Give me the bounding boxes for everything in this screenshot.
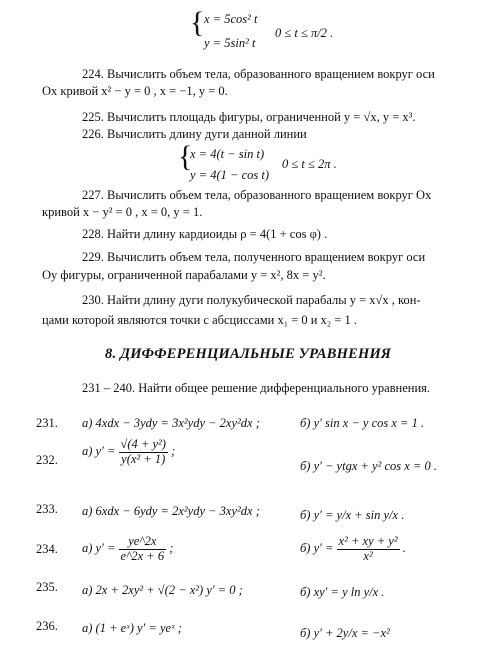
prev-system-eq1: x = 5cos² t xyxy=(204,12,258,26)
fraction-denominator: y(x² + 1) xyxy=(121,451,166,466)
fraction xyxy=(119,535,167,564)
fraction-numerator: ye^2x xyxy=(119,535,167,550)
problem-224-line2: Ox кривой x² − y = 0 , x = −1, y = 0. xyxy=(42,84,228,98)
problem-227-line2: кривой x − y² = 0 , x = 0, y = 1. xyxy=(42,205,203,219)
problem-226: 226. Вычислить длину дуги данной линии xyxy=(82,127,307,141)
prev-system-eq2: y = 5sin² t xyxy=(204,36,256,50)
section-instruction: 231 – 240. Найти общее решение дифференциального уравнения. xyxy=(82,381,431,395)
fraction-denominator: e^2x + 6 xyxy=(120,548,165,563)
exercise-number: 234. xyxy=(36,542,58,556)
problem-226-brace: { xyxy=(178,140,193,173)
exercise-number: 233. xyxy=(36,502,58,516)
exercise-part-b: б) y′ = y/x + sin y/x . xyxy=(300,508,405,522)
problem-226-range: 0 ≤ t ≤ 2π . xyxy=(282,157,337,171)
problem-230-line2: цами которой являются точки с абсциссами x₁ = 0 и x₂ = 1 . xyxy=(42,313,357,327)
exercise-part-a: а) (1 + eˣ) y′ = yeˣ ; xyxy=(82,621,182,635)
problem-229-line1: 229. Вычислить объем тела, полученного вращением вокруг оси xyxy=(82,250,426,264)
fraction xyxy=(119,438,168,467)
exercise-number: 235. xyxy=(36,580,58,594)
fraction-tail: . xyxy=(402,541,406,556)
exercise-part-b: б) xy′ = y ln y/x . xyxy=(300,585,385,599)
exercise-part-a: а) 4xdx − 3ydy = 3x²ydy − 2xy²dx ; xyxy=(82,416,260,430)
prev-system-range: 0 ≤ t ≤ π/2 . xyxy=(275,26,334,40)
problem-228: 228. Найти длину кардиоиды ρ = 4(1 + cos φ) . xyxy=(82,227,328,241)
problem-229-line2: Oy фигуры, ограниченной парабалами y = x², 8x = y². xyxy=(42,268,326,282)
fraction-numerator: √(4 + y²) xyxy=(120,437,166,451)
fraction-denominator: x² xyxy=(363,548,373,563)
exercise-part-b: б) y′ + 2y/x = −x² xyxy=(300,626,390,640)
exercise-number: 232. xyxy=(36,453,58,467)
exercise-part-b-lhs: б) y′ = xyxy=(300,541,334,556)
exercise-part-b: б) y′ sin x − y cos x = 1 . xyxy=(300,416,425,430)
fraction xyxy=(337,535,400,564)
fraction-numerator: x² + xy + y² xyxy=(338,534,398,548)
exercise-part-a xyxy=(82,438,175,467)
problem-224-line1: 224. Вычислить объем тела, образованного вращением вокруг оси xyxy=(82,67,435,81)
problem-230-line1: 230. Найти длину дуги полукубической парабалы y = x√x , кон- xyxy=(82,293,421,307)
prev-system-brace: { xyxy=(190,6,205,39)
exercise-part-a xyxy=(82,535,173,564)
problem-226-eq1: x = 4(t − sin t) xyxy=(190,147,265,161)
exercise-part-b xyxy=(300,535,406,564)
exercise-part-a-lhs: а) y′ = xyxy=(82,444,116,459)
section-heading: 8. ДИФФЕРЕНЦИАЛЬНЫЕ УРАВНЕНИЯ xyxy=(105,346,392,362)
problem-227-line1: 227. Вычислить объем тела, образованного вращением вокруг Ox xyxy=(82,188,432,202)
problem-225: 225. Вычислить площадь фигуры, ограниченной y = √x, y = x³. xyxy=(82,110,416,124)
exercise-number: 236. xyxy=(36,619,58,633)
problem-226-eq2: y = 4(1 − cos t) xyxy=(190,168,270,182)
exercise-part-a: а) 6xdx − 6ydy = 2x²ydy − 3xy²dx ; xyxy=(82,504,260,518)
exercise-part-a: а) 2x + 2xy² + √(2 − x²) y′ = 0 ; xyxy=(82,583,243,597)
exercise-part-b: б) y′ − ytgx + y² cos x = 0 . xyxy=(300,459,437,473)
fraction-tail: ; xyxy=(171,444,176,459)
exercise-number: 231. xyxy=(36,416,58,430)
exercise-part-a-lhs: а) y′ = xyxy=(82,541,116,556)
fraction-tail: ; xyxy=(169,541,174,556)
